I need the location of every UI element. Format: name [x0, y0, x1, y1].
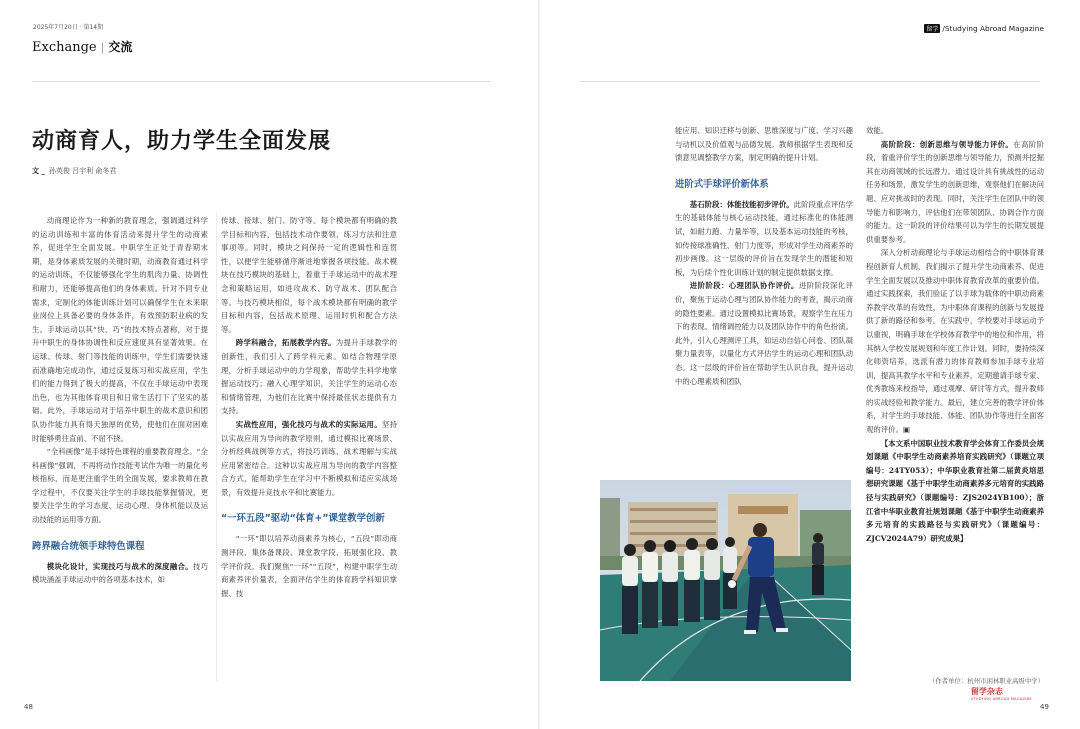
byline-authors: 孙英俊 吕宇利 俞冬君: [48, 167, 117, 175]
paragraph-text: 在高阶阶段，着重评价学生的创新思维与领导能力，预测并挖掘其在动商领域的长远潜力。通过设计具有挑战性的运动任务和场景，激发学生的创新思维，观察他们在解决问题、应对挑战时的表现。同时，关注学生在团队中的领导能力和影响力，评估他们在带领团队、协调合作方面的能力。这一阶段的评价结果可以为学生的长期发展提供重要参考。: [866, 139, 1044, 244]
paragraph-lead: 进阶阶段：心理团队协作评价。: [689, 281, 799, 291]
right-column-1: [675, 124, 853, 474]
left-column-2: [221, 214, 397, 682]
paragraph: [32, 445, 208, 527]
issue-info: 2025年7月20日 · 第14期: [33, 24, 104, 31]
right-page: [540, 0, 1080, 729]
author-affiliation: （作者单位：杭州市闲林职业高级中学）: [928, 677, 1044, 685]
section-en: Exchange: [32, 40, 97, 55]
paragraph-text: “一环”即以培养动商素养为核心，“五段”即动商测评段、集体备课段、课堂教学段、拓展强化段、教学评价段。我们聚焦“一环”“五段”，构建中职学生动商素养评价量表，全面评估学生的体育跨学科知识掌握、技: [221, 534, 397, 598]
logo-en: STUDYING ABROAD MAGAZINE: [970, 697, 1032, 701]
paragraph: [32, 214, 208, 445]
byline-label: 文 _: [32, 167, 45, 175]
paragraph-lead: 基石阶段：体能技能初步评价。: [689, 199, 794, 209]
paragraph: [866, 246, 1044, 436]
paragraph-text: 深入分析动商理论与手球运动相结合的中职体育课程创新育人机制，我们揭示了提升学生动商素养、促进学生全面发展以及推动中职体育教育改革的重要价值。通过实践探索，我们验证了以手球为载体的中职动商素养教学改革的有效性，为中职体育课程的创新与发展提供了新的路径和参考。在实践中，学校要对手球运动予以重视，明确手球在学校体育教学中的地位和作用，将其纳入学校发展规划和年度工作计划。同时，要持续深化师资培养，选派有潜力的体育教师参加手球专业培训，提高其教学水平和专业素养，定期邀请手球专家、优秀教练来校指导，通过观摩、研讨等方式，提升教师的实战经验和教学能力。最后，建立完善的教学评价体系，对学生的手球技能、体能、团队协作等进行全面客观的评价。▣: [866, 248, 1044, 435]
paragraph-text: 坚持以实战应用为导向的教学原则，通过模拟比赛场景、分析经典战例等方式，将技巧训练、战术理解与实战应用紧密结合。这种以实战应用为导向的教学内容整合方式，能帮助学生在学习中不断模拟和适应实战场景，有效提升竞技水平和比赛能力。: [221, 419, 397, 497]
right-column-2: [866, 124, 1044, 672]
paragraph-text: 为提升手球教学的创新性，我们引入了跨学科元素。如结合物理学原理，分析手球运动中的力学现象，帮助学生科学地掌握运动技巧；融入心理学知识，关注学生的运动心态和情绪管理，为他们在比赛中保持最佳状态提供有力支持。: [221, 338, 397, 416]
paragraph-text: 此阶段重点评估学生的基础体能与核心运动技能，通过标准化的体能测试，如耐力跑、力量举等，以及基本运动技能的考核，如传接球准确性、射门力度等，形成对学生动商素养的初步画像。这一层级的评价旨在发现学生的潜能和短板，为后续个性化训练计划的制定提供数据支撑。: [675, 199, 853, 277]
paragraph: [32, 560, 208, 587]
paragraph: [675, 124, 853, 165]
section-heading: 进阶式手球评价新体系: [675, 178, 769, 190]
header-divider: [32, 81, 490, 82]
handball-class-photo: [600, 480, 851, 681]
left-column-1: [32, 214, 208, 682]
photo-handball-class-icon: [600, 480, 851, 681]
byline: [32, 166, 116, 176]
paragraph: [866, 138, 1044, 247]
section-heading: “一环五段”驱动“体育+”课堂教学创新: [221, 513, 385, 525]
article-title: 动商育人，助力学生全面发展: [32, 129, 332, 154]
paragraph: [675, 279, 853, 388]
paragraph-text: 效能。: [866, 126, 889, 135]
paragraph-lead: 模块化设计，实现技巧与战术的深度融合。: [46, 561, 193, 571]
funding-note: [866, 437, 1044, 546]
paragraph: [675, 198, 853, 280]
paragraph-lead: 实战性应用，强化技巧与战术的实际运用。: [235, 419, 382, 429]
paragraph-text: 传球、接球、射门、防守等。每个模块都有明确的教学目标和内容，包括技术动作要领、练习方法和注意事项等。同时，模块之间保持一定的逻辑性和连贯性，以便学生能够循序渐进地掌握各项技能。战术模块在技巧模块的基础上，着重于手球运动中的战术理念和策略运用，如进攻战术、防守战术、团队配合等。与技巧模块相似，每个战术模块都有明确的教学目标和内容，包括战术原理、运用时机和配合方法等。: [221, 216, 397, 334]
paragraph-lead: 高阶阶段：创新思维与领导能力评价。: [880, 139, 1014, 149]
paragraph: [221, 336, 397, 418]
section-cn: 交流: [108, 40, 133, 54]
page-number-left: 48: [24, 703, 33, 711]
header-divider-right: [580, 81, 1040, 82]
section-heading: 跨界融合统领手球特色课程: [32, 540, 145, 552]
paragraph: [866, 124, 1044, 138]
section-label: Exchange | 交流: [32, 40, 133, 55]
page-number-right: 49: [1040, 703, 1049, 711]
logo-cn: 留学杂志: [970, 687, 1003, 696]
paragraph-text: 进阶阶段深化评价，聚焦于运动心理与团队协作能力的考查，揭示动商的隐性要素。通过设置模拟比赛场景，观察学生在压力下的表现、情绪调控能力以及团队协作中的角色扮演。此外，引入心理测评工具，如运动自信心问卷、团队凝聚力量表等，以量化方式评估学生的运动心理和团队动态。这一层级的评价旨在帮助学生认识自我，提升运动中的心理素质和团队: [675, 281, 853, 386]
paragraph: [221, 532, 397, 600]
paragraph: [221, 214, 397, 336]
paragraph-text: 能应用、知识迁移与创新、思维深度与广度、学习兴趣与动机以及价值观与品德发展。教师根据学生表现和反馈意见调整教学方案，制定明确的提升计划。: [675, 126, 853, 163]
magazine-logo: [971, 686, 1032, 701]
magazine-brand: [924, 24, 1044, 33]
column-divider: [216, 212, 217, 682]
paragraph: [221, 418, 397, 500]
brand-mark: 留学: [926, 26, 939, 33]
brand-text: /Studying Abroad Magazine: [942, 24, 1044, 33]
paragraph-lead: 跨学科融合，拓展教学内容。: [235, 338, 336, 348]
funding-note-text: 【本文系中国职业技术教育学会体育工作委员会规划课题《中职学生动商素养培育实践研究》（课题立项编号：24TY053）；中华职业教育社第二届黄炎培思想研究课题《基于中职学生动商素养多元培育的实践路径与实践研究》（课题编号：ZJS2024YB100）；浙江省中华职业教育社规划课题《基于中职学生动商素养多元培育的实践路径与实践研究》（课题编号：ZJCV2024A79）研究成果】: [866, 438, 1044, 543]
paragraph-text: “全科画像”是手球特色课程的重要教育理念。“全科画像”强调，不再将动作技能考试作为唯一的量化考核指标，而是更注重学生的全面发展，要求教师在教学过程中，不仅要关注学生的手球技能掌握情况，更要关注学生的学习态度、运动心理、身体机能以及运动技能的运用等方面。: [32, 447, 208, 525]
paragraph-text: 技巧模块涵盖手球运动中的各项基本技术，如: [32, 561, 208, 585]
paragraph-text: 动商理论作为一种新的教育理念，强调通过科学的运动训练和丰富的体育活动来提升学生的动商素养，促进学生全面发展。中职学生正处于青春期末期，是身体素质发展的关键时期，动商教育通过科学的运动训练，不仅能够强化学生的肌肉力量、协调性和耐力，还能够提高他们的身体素质。针对不同专业需求，定制化的体能训练计划可以确保学生在未来职业岗位上具备必要的身体条件，有效预防职业病的发生。手球运动以其“快、巧”的技术特点著称，对于提升中职生的身体协调性和反应速度具有显著效果。在运球、传球、射门等技能的训练中，学生们需要快速而准确地完成动作，通过反复练习和实战应用，学生们的能力得到了极大的提高，不仅在手球运动中表现出色，也为其他体育项目和日常生活打下了坚实的基础。此外，手球运动对于培养中职生的战术意识和团队协作能力具有得天独厚的优势，使他们在面对困难时能够勇往直前、不屈不挠。: [32, 216, 208, 443]
